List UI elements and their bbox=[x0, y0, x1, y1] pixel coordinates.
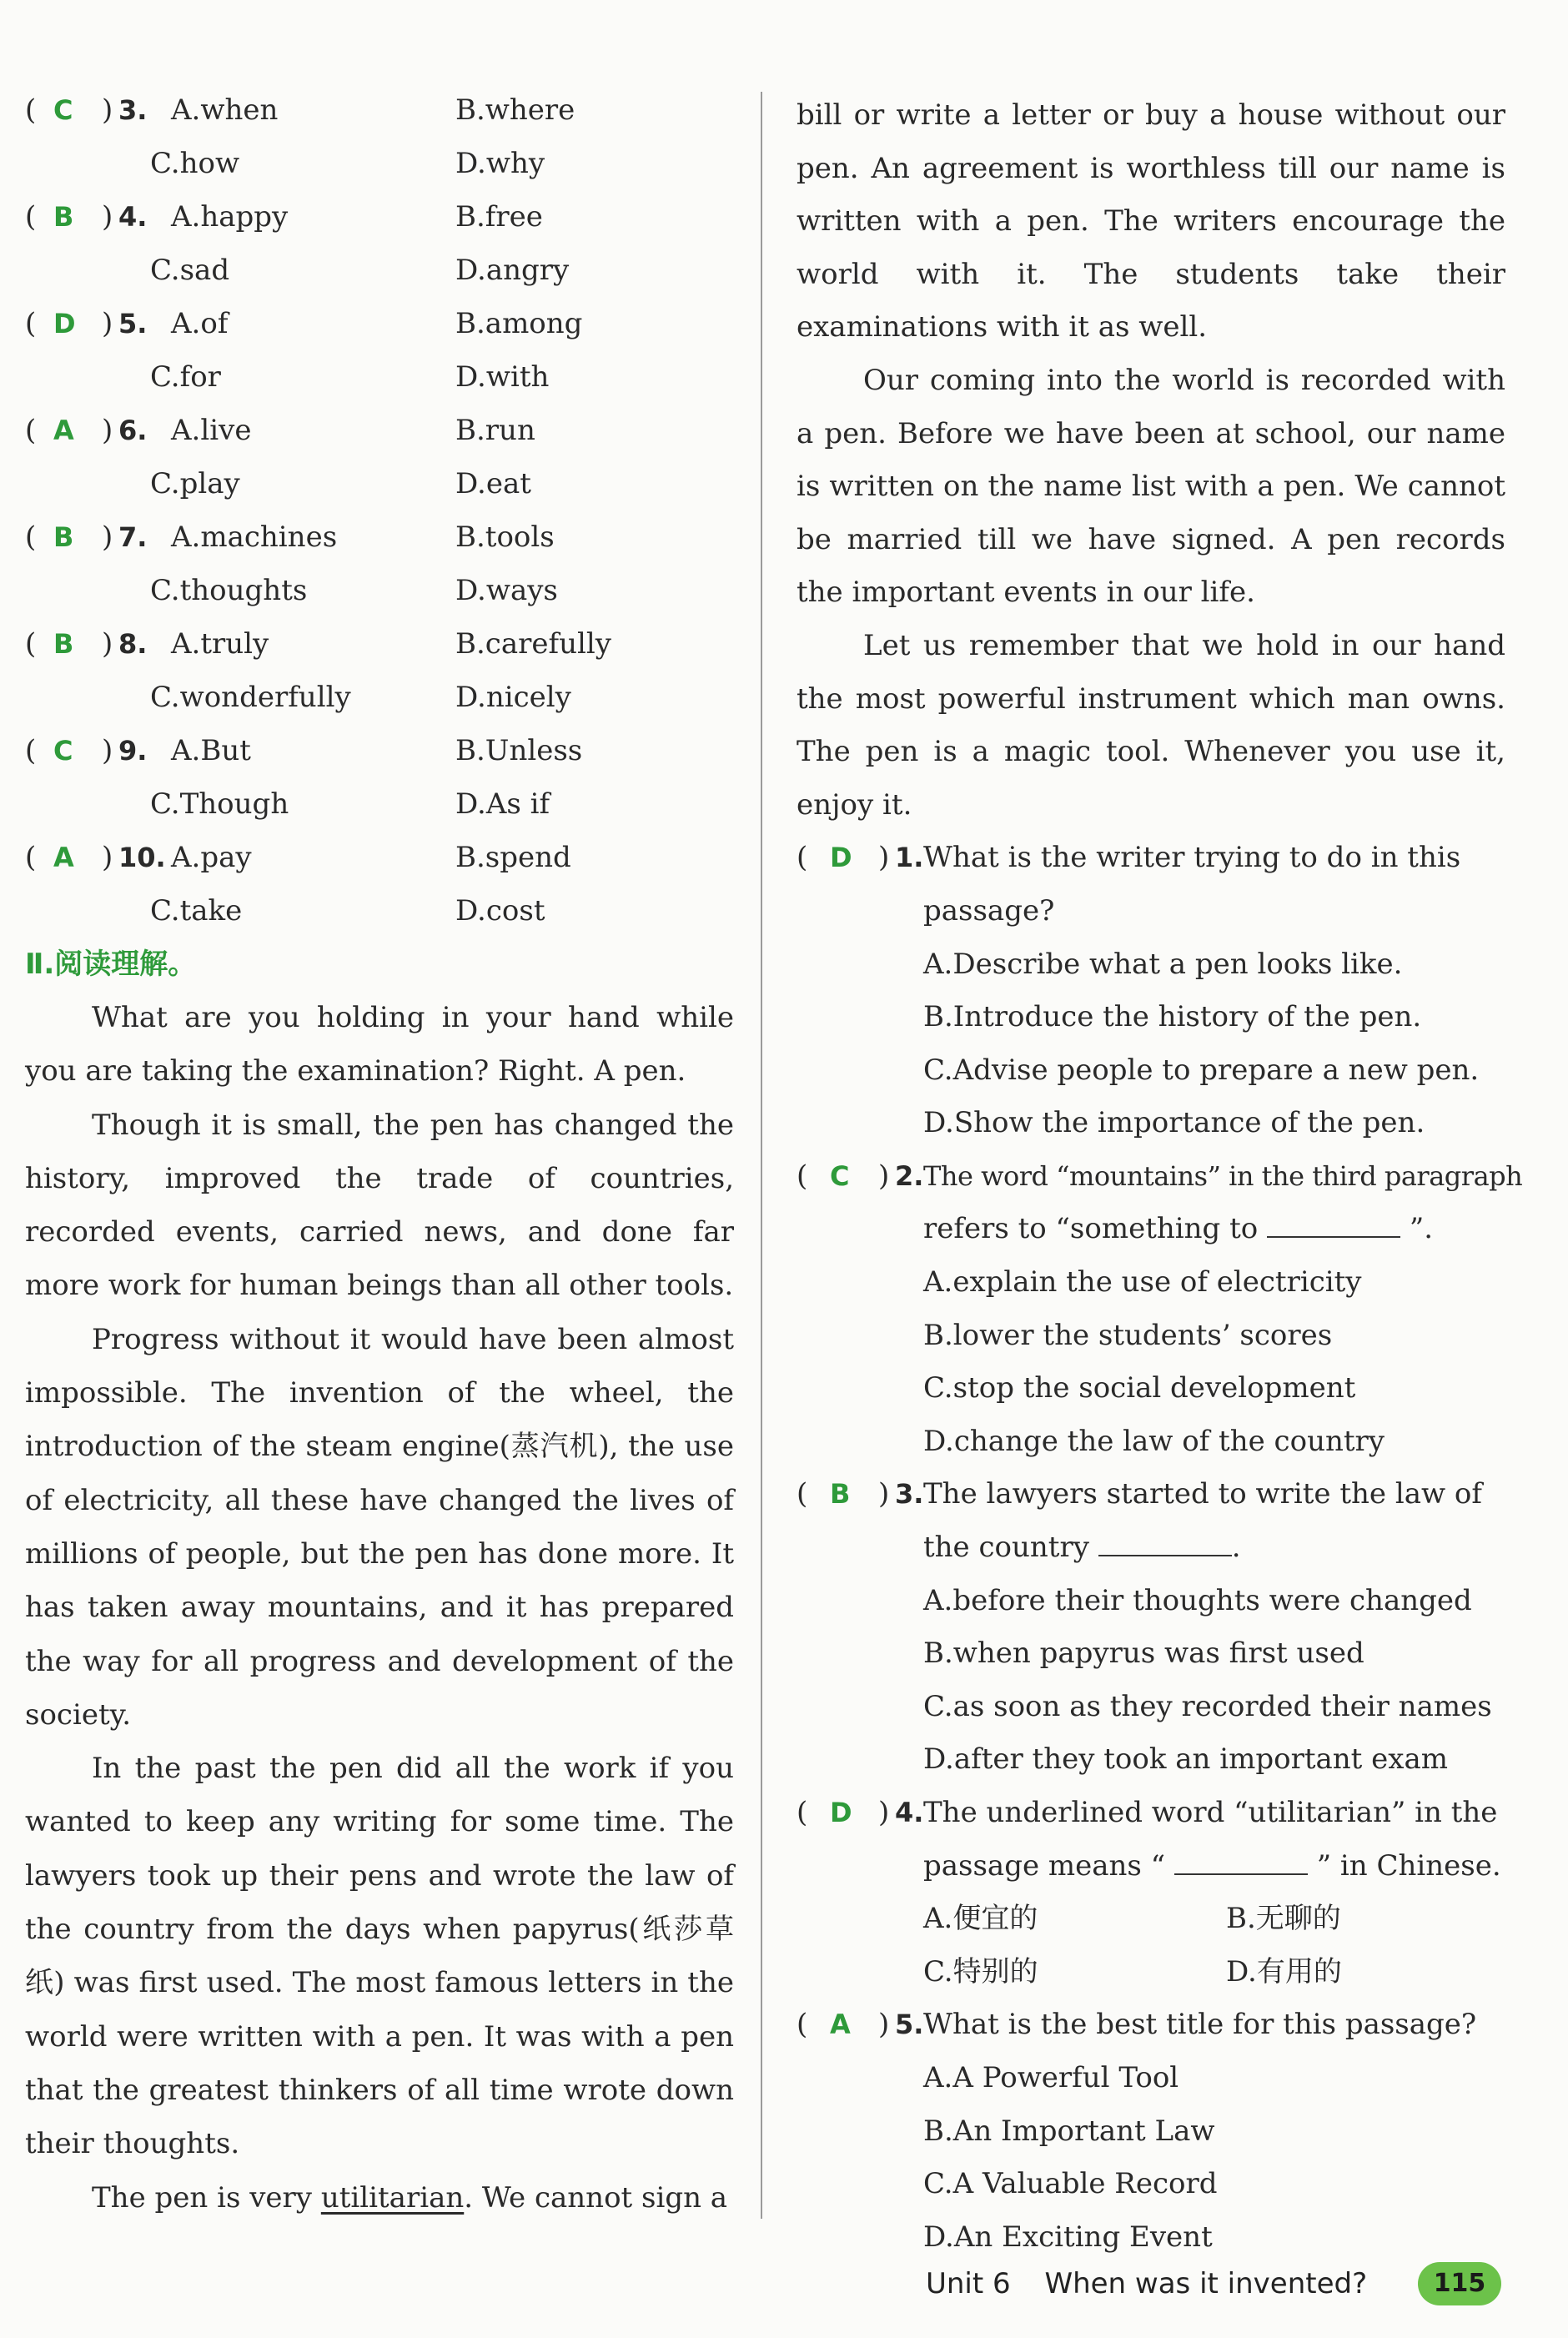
option-b: B.among bbox=[455, 307, 583, 340]
cloze-row bbox=[25, 297, 734, 350]
option-d: D.An Exciting Event bbox=[923, 2220, 1213, 2254]
option-c: C.play bbox=[150, 467, 240, 500]
question-4 bbox=[797, 1787, 1505, 1999]
text-run: refers to “something to bbox=[923, 1212, 1259, 1246]
option-d: D.change the law of the country bbox=[923, 1424, 1385, 1458]
page-footer bbox=[926, 2260, 1367, 2307]
option-d: D.after they took an important exam bbox=[923, 1742, 1448, 1777]
option-row bbox=[797, 1946, 1505, 1999]
paren-close: ) bbox=[878, 1796, 890, 1829]
question-text-cont: passage? bbox=[923, 893, 1055, 928]
answer-letter: B bbox=[53, 521, 74, 553]
option-a: A.explain the use of electricity bbox=[923, 1265, 1362, 1300]
cloze-row bbox=[25, 83, 734, 137]
option-c: C.thoughts bbox=[150, 574, 308, 607]
option-a: A.live bbox=[171, 414, 252, 447]
question-text-cont bbox=[797, 1521, 1505, 1575]
option-c: C.how bbox=[150, 147, 240, 180]
paren-open: ( bbox=[797, 1477, 808, 1511]
passage-paragraph: Though it is small, the pen has changed the history, improved the trade of countries, recorded events, carried news, and done far more work for human beings than all other tools. bbox=[25, 1108, 734, 1303]
option-b: B.spend bbox=[455, 841, 571, 874]
cloze-row bbox=[25, 831, 734, 884]
paren-open: ( bbox=[25, 93, 37, 127]
option-b: B.run bbox=[455, 414, 535, 447]
passage-paragraph: Progress without it would have been almost impossible. The invention of the wheel, the introduction of the steam engine(蒸汽机), the use of electricity, all these have changed the lives of millions of people, but the pen has done more. It has taken away mountains, and it has prepared the way for all progress and development of the society. bbox=[25, 1322, 734, 1732]
question-number: 5. bbox=[118, 308, 148, 339]
answer-letter: A bbox=[53, 842, 74, 873]
answer-letter: D bbox=[53, 308, 76, 339]
paren-open: ( bbox=[25, 627, 37, 661]
question-number: 10. bbox=[118, 842, 166, 873]
option-b: B.Unless bbox=[455, 734, 583, 767]
text-run: passage means “ bbox=[923, 1848, 1166, 1883]
cloze-row bbox=[25, 190, 734, 244]
option-d: D.angry bbox=[455, 254, 570, 287]
paren-open: ( bbox=[797, 1796, 808, 1829]
question-text-cont bbox=[797, 1203, 1505, 1256]
question-text: The underlined word “utilitarian” in the bbox=[923, 1796, 1498, 1829]
underlined-word: utilitarian bbox=[320, 2180, 465, 2215]
option-c: C.take bbox=[150, 894, 243, 928]
cloze-row bbox=[25, 137, 734, 190]
option-d: D.Show the importance of the pen. bbox=[923, 1106, 1425, 1140]
question-number: 1. bbox=[895, 842, 924, 874]
paren-close: ) bbox=[878, 1159, 890, 1193]
text-run: the country bbox=[923, 1531, 1089, 1565]
option-c: C.as soon as they recorded their names bbox=[923, 1689, 1492, 1723]
question-3 bbox=[797, 1468, 1505, 1787]
option-b: B.where bbox=[455, 93, 575, 127]
option-a: A.when bbox=[171, 93, 279, 127]
option-b: B.Introduce the history of the pen. bbox=[923, 1000, 1422, 1034]
passage-left bbox=[25, 991, 734, 2225]
option-a: A.before their thoughts were changed bbox=[923, 1583, 1472, 1617]
question-text: What is the writer trying to do in this bbox=[923, 841, 1461, 875]
option-c: C.sad bbox=[150, 254, 230, 287]
question-number: 9. bbox=[118, 735, 148, 767]
paren-close: ) bbox=[102, 734, 113, 767]
paren-close: ) bbox=[102, 93, 113, 127]
answer-letter: D bbox=[830, 842, 852, 874]
cloze-row bbox=[25, 564, 734, 617]
question-number: 8. bbox=[118, 628, 148, 660]
passage-paragraph: In the past the pen did all the work if you wanted to keep any writing for some time. The lawyers took up their pens and wrote the law of the country from the days when papyrus(纸莎草纸) was first used. The most famous letters in the world were written with a pen. It was with a pen that the greatest thinkers of all time wrote down their thoughts. bbox=[25, 1752, 734, 2161]
question-number: 6. bbox=[118, 415, 148, 446]
cloze-row bbox=[25, 724, 734, 777]
option-a: A.of bbox=[171, 307, 229, 340]
answer-letter: B bbox=[53, 628, 74, 660]
cloze-row bbox=[25, 617, 734, 671]
paren-open: ( bbox=[25, 520, 37, 554]
cloze-row bbox=[25, 777, 734, 831]
answer-letter: D bbox=[830, 1797, 852, 1828]
option-c: C.wonderfully bbox=[150, 681, 351, 714]
question-number: 4. bbox=[895, 1797, 924, 1828]
right-column bbox=[797, 89, 1523, 2264]
question-text: What is the best title for this passage? bbox=[923, 2008, 1477, 2042]
answer-letter: A bbox=[830, 2009, 851, 2041]
option-a: A.machines bbox=[171, 520, 338, 554]
option-a: A.truly bbox=[171, 627, 269, 661]
option-a: A.Describe what a pen looks like. bbox=[923, 947, 1403, 981]
paren-open: ( bbox=[25, 841, 37, 874]
option-c: C.Advise people to prepare a new pen. bbox=[923, 1053, 1480, 1087]
question-number: 5. bbox=[895, 2009, 924, 2041]
cloze-row bbox=[25, 671, 734, 724]
option-c: C.for bbox=[150, 360, 221, 394]
option-b: B.when papyrus was first used bbox=[923, 1637, 1364, 1671]
paren-close: ) bbox=[102, 841, 113, 874]
answer-blank bbox=[1098, 1531, 1232, 1556]
left-column bbox=[25, 83, 734, 2225]
question-text-cont bbox=[797, 1840, 1505, 1893]
section-title: Ⅱ.阅读理解。 bbox=[25, 948, 197, 981]
answer-letter: C bbox=[53, 94, 73, 126]
page-number-badge: 115 bbox=[1418, 2262, 1501, 2305]
passage-paragraph bbox=[25, 2171, 734, 2225]
question-text: The word “mountains” in the third paragraph bbox=[923, 1159, 1523, 1192]
question-2 bbox=[797, 1150, 1523, 1469]
option-c: C.特别的 bbox=[923, 1954, 1038, 1989]
option-a: A.happy bbox=[171, 200, 289, 234]
passage-paragraph: Our coming into the world is recorded with a pen. Before we have been at school, our name is written on the name list with a pen. We cannot be married till we have signed. A pen records the important events in our life. bbox=[797, 363, 1505, 610]
question-number: 7. bbox=[118, 521, 148, 553]
option-d: D.ways bbox=[455, 574, 558, 607]
paren-open: ( bbox=[797, 1159, 808, 1193]
option-b: B.tools bbox=[455, 520, 555, 554]
option-a: A.便宜的 bbox=[923, 1902, 1038, 1936]
paren-open: ( bbox=[25, 414, 37, 447]
question-number: 4. bbox=[118, 201, 148, 233]
answer-blank bbox=[1174, 1850, 1308, 1875]
question-text: The lawyers started to write the law of bbox=[923, 1477, 1482, 1511]
cloze-row bbox=[25, 244, 734, 297]
answer-letter: C bbox=[830, 1159, 850, 1192]
passage-paragraph: bill or write a letter or buy a house without our pen. An agreement is worthless till our name is written with a pen. The writers encourage the world with it. The students take their examinations with it as well. bbox=[797, 98, 1505, 344]
option-d: D.As if bbox=[455, 787, 550, 821]
option-c: C.A Valuable Record bbox=[923, 2167, 1218, 2201]
unit-title: When was it invented? bbox=[1044, 2267, 1368, 2300]
cloze-row bbox=[25, 884, 734, 938]
answer-letter: C bbox=[53, 735, 73, 767]
question-1 bbox=[797, 832, 1505, 1150]
option-a: A.But bbox=[171, 734, 251, 767]
paren-close: ) bbox=[102, 414, 113, 447]
answer-letter: B bbox=[53, 201, 74, 233]
answer-letter: A bbox=[53, 415, 74, 446]
option-b: B.free bbox=[455, 200, 543, 234]
answer-blank bbox=[1267, 1213, 1400, 1238]
option-a: A.pay bbox=[171, 841, 252, 874]
option-b: B.无聊的 bbox=[1226, 1902, 1341, 1936]
paren-close: ) bbox=[102, 200, 113, 234]
text-run: ” in Chinese. bbox=[1316, 1848, 1501, 1883]
text-run: ”. bbox=[1409, 1212, 1434, 1246]
passage-paragraph: Let us remember that we hold in our hand the most powerful instrument which man owns. The pen is a magic tool. Whenever you use it, enjoy it. bbox=[797, 628, 1505, 822]
paren-open: ( bbox=[25, 200, 37, 234]
paren-open: ( bbox=[25, 734, 37, 767]
question-5 bbox=[797, 1999, 1505, 2264]
option-b: B.An Important Law bbox=[923, 2114, 1215, 2148]
option-d: D.eat bbox=[455, 467, 531, 500]
question-number: 2. bbox=[895, 1159, 924, 1192]
cloze-answers bbox=[25, 83, 734, 938]
paren-open: ( bbox=[25, 307, 37, 340]
passage-paragraph: What are you holding in your hand while you are taking the examination? Right. A pen. bbox=[25, 1001, 734, 1089]
paren-close: ) bbox=[878, 2008, 890, 2042]
option-d: D.cost bbox=[455, 894, 545, 928]
paren-close: ) bbox=[878, 1477, 890, 1511]
unit-label: Unit 6 bbox=[926, 2267, 1011, 2300]
option-d: D.nicely bbox=[455, 681, 571, 714]
paren-open: ( bbox=[797, 841, 808, 875]
option-b: B.carefully bbox=[455, 627, 611, 661]
column-divider bbox=[761, 92, 762, 2219]
cloze-row bbox=[25, 404, 734, 457]
answer-letter: B bbox=[830, 1478, 851, 1511]
question-number: 3. bbox=[118, 94, 148, 126]
text-run: . bbox=[1231, 1531, 1241, 1565]
cloze-row bbox=[25, 457, 734, 510]
option-d: D.why bbox=[455, 147, 545, 180]
paren-open: ( bbox=[797, 2008, 808, 2042]
cloze-row bbox=[25, 510, 734, 564]
paren-close: ) bbox=[102, 520, 113, 554]
option-a: A.A Powerful Tool bbox=[923, 2060, 1179, 2094]
paren-close: ) bbox=[102, 307, 113, 340]
option-row bbox=[797, 1893, 1505, 1946]
option-d: D.with bbox=[455, 360, 550, 394]
paren-close: ) bbox=[878, 841, 890, 875]
text-run: . We cannot sign a bbox=[464, 2180, 728, 2215]
option-c: C.Though bbox=[150, 787, 289, 821]
question-number: 3. bbox=[895, 1478, 924, 1511]
option-b: B.lower the students’ scores bbox=[923, 1318, 1333, 1352]
option-d: D.有用的 bbox=[1226, 1954, 1342, 1989]
paren-close: ) bbox=[102, 627, 113, 661]
cloze-row bbox=[25, 350, 734, 404]
text-run: The pen is very bbox=[92, 2180, 321, 2215]
option-c: C.stop the social development bbox=[923, 1371, 1356, 1405]
